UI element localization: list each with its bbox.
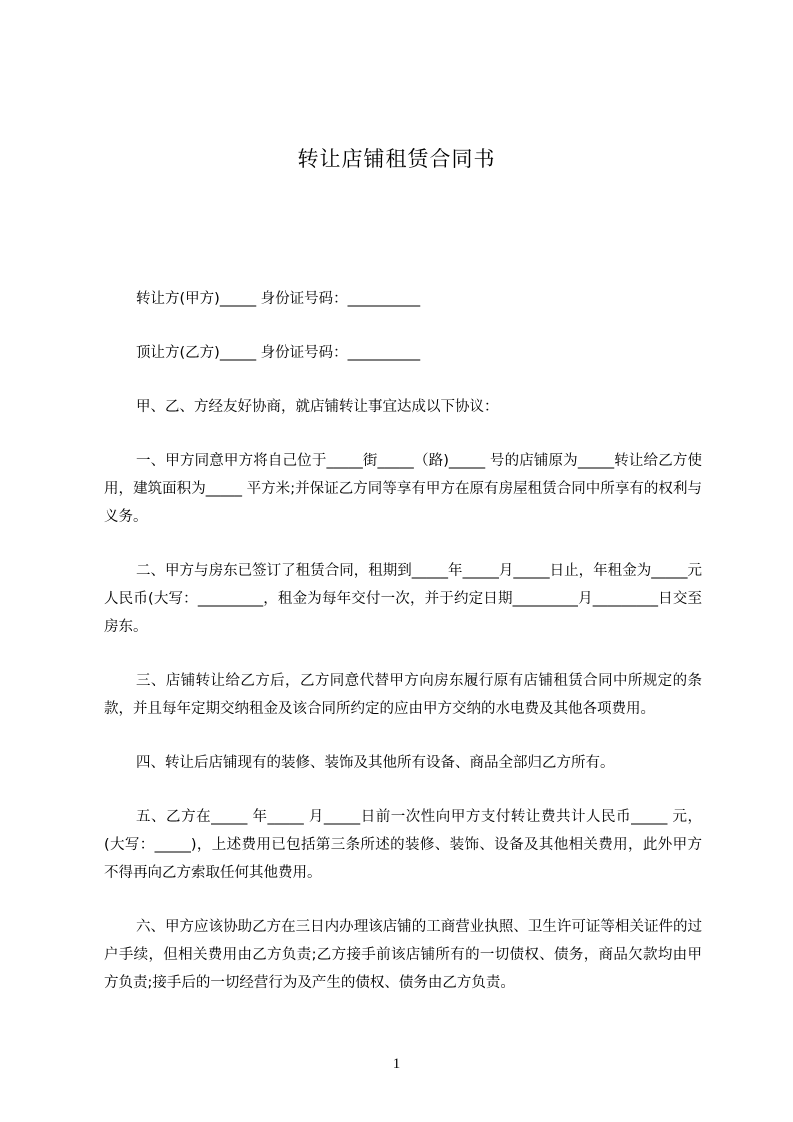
- clause-5: 五、乙方在_____ 年_____ 月_____日前一次性向甲方支付转让费共计人民币_____ 元，(大写：_____)，上述费用已包括第三条所述的装修、装饰、设备及其他相关费用，此外甲方不得再向乙方索取任何其他费用。: [104, 809, 702, 881]
- clause-4: 四、转让后店铺现有的装修、装饰及其他所有设备、商品全部归乙方所有。: [136, 755, 615, 771]
- page-number: 1: [392, 1056, 401, 1072]
- party-b-line: 顶让方(乙方)_____ 身份证号码：__________: [136, 345, 421, 361]
- document-title: 转让店铺租赁合同书: [297, 147, 496, 171]
- agreement-intro: 甲、乙、方经友好协商，就店铺转让事宜达成以下协议：: [136, 399, 499, 415]
- party-a-line: 转让方(甲方)_____ 身份证号码：__________: [136, 291, 421, 307]
- document-body: [104, 285, 702, 1023]
- clause-3: 三、店铺转让给乙方后，乙方同意代替甲方向房东履行原有店铺租赁合同中所规定的条款，并且每年定期交纳租金及该合同所约定的应由甲方交纳的水电费及其他各项费用。: [104, 673, 702, 717]
- clause-6: 六、甲方应该协助乙方在三日内办理该店铺的工商营业执照、卫生许可证等相关证件的过户手续，但相关费用由乙方负责;乙方接手前该店铺所有的一切债权、债务，商品欠款均由甲方负责;接手后的一切经营行为及产生的债权、债务由乙方负责。: [104, 919, 702, 991]
- clause-2: 二、甲方与房东已签订了租赁合同，租期到_____年_____月_____日止，年租金为_____元人民币(大写：_________，租金为每年交付一次，并于约定日期_________月_________日交至房东。: [104, 563, 702, 635]
- clause-1: 一、甲方同意甲方将自己位于_____街_____（路)_____ 号的店铺原为_____转让给乙方使用，建筑面积为_____ 平方米;并保证乙方同等享有甲方在原有房屋租赁合同中所享有的权利与义务。: [104, 453, 702, 525]
